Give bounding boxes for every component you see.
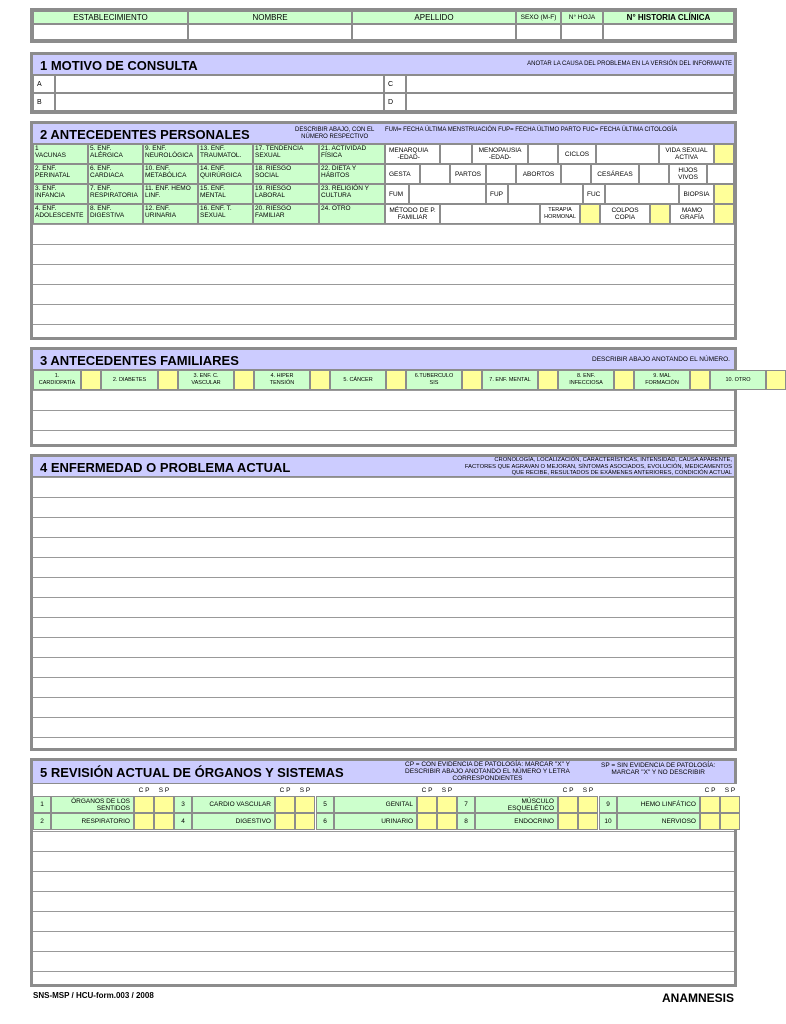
terapia-hormonal-label: TERAPIA HORMONAL bbox=[540, 204, 580, 224]
family-history-checkbox-6[interactable] bbox=[462, 370, 482, 390]
fuc-label: FUC bbox=[583, 184, 605, 204]
cp-header-4: C P bbox=[558, 784, 578, 796]
motivo-field-d[interactable] bbox=[406, 93, 734, 111]
organ-sp-checkbox[interactable] bbox=[578, 796, 598, 813]
motivo-field-b[interactable] bbox=[55, 93, 384, 111]
menarquia-field[interactable] bbox=[440, 144, 472, 164]
organ-number: 4 bbox=[174, 813, 192, 830]
organ-number: 1 bbox=[33, 796, 51, 813]
fum-label: FUM bbox=[385, 184, 409, 204]
section-3-title: 3 ANTECEDENTES FAMILIARES bbox=[40, 353, 239, 368]
organ-system-label: ENDOCRINO bbox=[475, 813, 558, 830]
mamografia-checkbox[interactable] bbox=[714, 204, 734, 224]
header-historia-clinica: N° HISTORIA CLÍNICA bbox=[603, 11, 734, 24]
historia-clinica-field[interactable] bbox=[603, 24, 734, 40]
section-5-writing-lines[interactable] bbox=[33, 831, 734, 984]
organ-system-label: DIGESTIVO bbox=[192, 813, 275, 830]
personal-history-item-21[interactable]: 21. ACTIVIDAD FÍSICA bbox=[319, 144, 385, 164]
section-2-header bbox=[33, 124, 734, 144]
organ-number: 10 bbox=[599, 813, 617, 830]
vida-sexual-checkbox[interactable] bbox=[714, 144, 734, 164]
patient-id-block bbox=[30, 8, 737, 43]
motivo-field-c[interactable] bbox=[406, 75, 734, 93]
motivo-label-b: B bbox=[33, 93, 55, 111]
vida-sexual-label: VIDA SEXUAL ACTIVA bbox=[659, 144, 714, 164]
personal-history-item-13[interactable]: 13. ENF. TRAUMATOL. bbox=[198, 144, 253, 164]
section-4-title: 4 ENFERMEDAD O PROBLEMA ACTUAL bbox=[40, 460, 291, 475]
section-2-title: 2 ANTECEDENTES PERSONALES bbox=[40, 127, 250, 142]
cp-header-2: C P bbox=[275, 784, 295, 796]
personal-history-item-19[interactable]: 19. RIESGO LABORAL bbox=[253, 184, 319, 204]
family-history-checkbox-2[interactable] bbox=[158, 370, 178, 390]
family-history-item-10: 10. OTRO bbox=[710, 370, 766, 390]
section-4-note: CRONOLOGÍA, LOCALIZACIÓN, CARACTERÍSTICAS, INTENSIDAD, CAUSA APARENTE, FACTORES QUE AGRAVAN O MEJORAN, SÍNTOMAS ASOCIADOS, EVOLUCIÓN, MEDICAMENTOS QUE RECIBE, RESULTADOS DE EXÁMENES ANTERIORES, CONDICIÓN ACTUAL bbox=[464, 457, 732, 476]
metodo-pf-field[interactable] bbox=[440, 204, 540, 224]
section-2-note-dates: FUM= FECHA ÚLTIMA MENSTRUACIÓN FUP= FECHA ÚLTIMO PARTO FUC= FECHA ÚLTIMA CITOLOGÍA bbox=[385, 127, 678, 133]
organ-system-label: HEMO LINFÁTICO bbox=[617, 796, 700, 813]
personal-history-item-7[interactable]: 7. ENF. RESPIRATORIA bbox=[88, 184, 143, 204]
cp-header-1: C P bbox=[134, 784, 154, 796]
family-history-checkbox-9[interactable] bbox=[690, 370, 710, 390]
organ-cp-checkbox[interactable] bbox=[558, 796, 578, 813]
family-history-checkbox-10[interactable] bbox=[766, 370, 786, 390]
cp-header-3: C P bbox=[417, 784, 437, 796]
organ-cp-checkbox[interactable] bbox=[700, 796, 720, 813]
establecimiento-field[interactable] bbox=[33, 24, 188, 40]
mamografia-label: MAMO GRAFÍA bbox=[670, 204, 714, 224]
cp-header-5: C P bbox=[700, 784, 720, 796]
family-history-item-5: 5. CÁNCER bbox=[330, 370, 386, 390]
organ-sp-checkbox[interactable] bbox=[437, 813, 457, 830]
section-5-title: 5 REVISIÓN ACTUAL DE ÓRGANOS Y SISTEMAS bbox=[40, 765, 344, 780]
organ-sp-checkbox[interactable] bbox=[437, 796, 457, 813]
organ-system-label: NERVIOSO bbox=[617, 813, 700, 830]
gesta-label: GESTA bbox=[385, 164, 420, 184]
sp-header-3: S P bbox=[437, 784, 457, 796]
section-1-note: ANOTAR LA CAUSA DEL PROBLEMA EN LA VERSIÓN DEL INFORMANTE bbox=[527, 61, 732, 67]
personal-history-item-10[interactable]: 10. ENF. METABÓLICA bbox=[143, 164, 198, 184]
organ-number: 8 bbox=[457, 813, 475, 830]
sp-header-2: S P bbox=[295, 784, 315, 796]
personal-history-item-6[interactable]: 6. ENF. CARDIACA bbox=[88, 164, 143, 184]
ciclos-label: CICLOS bbox=[558, 144, 596, 164]
family-history-checkbox-4[interactable] bbox=[310, 370, 330, 390]
ciclos-field[interactable] bbox=[596, 144, 659, 164]
header-hoja: N° HOJA bbox=[561, 11, 603, 24]
form-name: ANAMNESIS bbox=[661, 991, 734, 1005]
fuc-field[interactable] bbox=[605, 184, 679, 204]
organ-system-label: MÚSCULO ESQUELÉTICO bbox=[475, 796, 558, 813]
organ-number: 7 bbox=[457, 796, 475, 813]
family-history-item-2: 2. DIABETES bbox=[101, 370, 158, 390]
section-motivo-consulta bbox=[30, 52, 737, 114]
organ-cp-checkbox[interactable] bbox=[700, 813, 720, 830]
personal-history-item-23[interactable]: 23. RELIGIÓN Y CULTURA bbox=[319, 184, 385, 204]
biopsia-label: BIOPSIA bbox=[679, 184, 714, 204]
colposcopia-label: COLPOS COPIA bbox=[600, 204, 650, 224]
family-history-checkbox-5[interactable] bbox=[386, 370, 406, 390]
section-3-header bbox=[33, 350, 734, 370]
personal-history-item-20[interactable]: 20. RIESGO FAMILIAR bbox=[253, 204, 319, 224]
family-history-item-3: 3. ENF. C. VASCULAR bbox=[178, 370, 234, 390]
organ-system-label: ÓRGANOS DE LOS SENTIDOS bbox=[51, 796, 134, 813]
section-4-header bbox=[33, 457, 734, 477]
section-3-note: DESCRIBIR ABAJO ANOTANDO EL NÚMERO. bbox=[592, 356, 730, 363]
cesareas-field[interactable] bbox=[639, 164, 669, 184]
organ-cp-checkbox[interactable] bbox=[275, 813, 295, 830]
organ-system-label: GENITAL bbox=[334, 796, 417, 813]
organ-cp-checkbox[interactable] bbox=[275, 796, 295, 813]
personal-history-item-22[interactable]: 22. DIETA Y HÁBITOS bbox=[319, 164, 385, 184]
colposcopia-checkbox[interactable] bbox=[650, 204, 670, 224]
personal-history-item-1[interactable]: 1 VACUNAS bbox=[33, 144, 88, 164]
personal-history-item-17[interactable]: 17. TENDENCIA SEXUAL bbox=[253, 144, 319, 164]
personal-history-item-9[interactable]: 9. ENF. NEUROLÓGICA bbox=[143, 144, 198, 164]
personal-history-item-11[interactable]: 11. ENF. HEMO LINF. bbox=[143, 184, 198, 204]
personal-history-item-14[interactable]: 14. ENF. QUIRÚRGICA bbox=[198, 164, 253, 184]
personal-history-item-4[interactable]: 4. ENF. ADOLESCENTE bbox=[33, 204, 88, 224]
section-3-writing-lines[interactable] bbox=[33, 390, 734, 444]
organ-number: 5 bbox=[316, 796, 334, 813]
menopausia-label: MENOPAUSIA -EDAD- bbox=[472, 144, 528, 164]
hijos-vivos-field[interactable] bbox=[707, 164, 734, 184]
header-nombre: NOMBRE bbox=[188, 11, 352, 24]
organ-sp-checkbox[interactable] bbox=[154, 796, 174, 813]
organ-sp-checkbox[interactable] bbox=[295, 813, 315, 830]
organ-cp-checkbox[interactable] bbox=[417, 813, 437, 830]
partos-field[interactable] bbox=[486, 164, 516, 184]
personal-history-item-3[interactable]: 3. ENF. INFANCIA bbox=[33, 184, 88, 204]
organ-number: 6 bbox=[316, 813, 334, 830]
partos-label: PARTOS bbox=[450, 164, 486, 184]
personal-history-item-18[interactable]: 18. RIESGO SOCIAL bbox=[253, 164, 319, 184]
metodo-pf-label: MÉTODO DE P. FAMILIAR bbox=[385, 204, 440, 224]
header-establecimiento: ESTABLECIMIENTO bbox=[33, 11, 188, 24]
sp-header-1: S P bbox=[154, 784, 174, 796]
organ-number: 3 bbox=[174, 796, 192, 813]
family-history-item-6: 6.TUBERCULO SIS bbox=[406, 370, 462, 390]
personal-history-item-12[interactable]: 12. ENF. URINARIA bbox=[143, 204, 198, 224]
section-1-header bbox=[33, 55, 734, 75]
abortos-field[interactable] bbox=[561, 164, 591, 184]
section-antecedentes-personales bbox=[30, 121, 737, 340]
header-sexo: SEXO (M-F) bbox=[516, 11, 561, 24]
organ-system-label: CARDIO VASCULAR bbox=[192, 796, 275, 813]
header-apellido: APELLIDO bbox=[352, 11, 516, 24]
organ-sp-checkbox[interactable] bbox=[578, 813, 598, 830]
personal-history-item-8[interactable]: 8. ENF. DIGESTIVA bbox=[88, 204, 143, 224]
fum-field[interactable] bbox=[409, 184, 486, 204]
organ-system-label: URINARIO bbox=[334, 813, 417, 830]
personal-history-item-2[interactable]: 2. ENF. PERINATAL bbox=[33, 164, 88, 184]
family-history-item-1: 1. CARDIOPATÍA bbox=[33, 370, 81, 390]
section-2-note-describe: DESCRIBIR ABAJO, CON EL NÚMERO RESPECTIVO bbox=[295, 127, 375, 140]
biopsia-checkbox[interactable] bbox=[714, 184, 734, 204]
family-history-item-9: 9. MAL FORMACIÓN bbox=[634, 370, 690, 390]
family-history-checkbox-1[interactable] bbox=[81, 370, 101, 390]
section-4-writing-lines[interactable] bbox=[33, 477, 734, 748]
family-history-item-4: 4. HIPER TENSIÓN bbox=[254, 370, 310, 390]
family-history-checkbox-7[interactable] bbox=[538, 370, 558, 390]
organ-cp-checkbox[interactable] bbox=[134, 796, 154, 813]
menarquia-label: MENARQUIA -EDAD- bbox=[385, 144, 440, 164]
gesta-field[interactable] bbox=[420, 164, 450, 184]
cesareas-label: CESÁREAS bbox=[591, 164, 639, 184]
section-revision-organos bbox=[30, 758, 737, 987]
sexo-field[interactable] bbox=[516, 24, 561, 40]
section-5-note-sp: SP = SIN EVIDENCIA DE PATOLOGÍA: MARCAR "X" Y NO DESCRIBIR bbox=[601, 762, 716, 776]
sp-header-5: S P bbox=[720, 784, 740, 796]
section-antecedentes-familiares bbox=[30, 347, 751, 447]
fup-label: FUP bbox=[486, 184, 508, 204]
organ-number: 2 bbox=[33, 813, 51, 830]
motivo-field-a[interactable] bbox=[55, 75, 384, 93]
form-code: SNS-MSP / HCU-form.003 / 2008 bbox=[33, 991, 154, 1000]
organ-sp-checkbox[interactable] bbox=[720, 796, 740, 813]
organ-number: 9 bbox=[599, 796, 617, 813]
motivo-label-a: A bbox=[33, 75, 55, 93]
apellido-field[interactable] bbox=[352, 24, 516, 40]
organ-system-label: RESPIRATORIO bbox=[51, 813, 134, 830]
organ-sp-checkbox[interactable] bbox=[720, 813, 740, 830]
family-history-item-8: 8. ENF. INFECCIOSA bbox=[558, 370, 614, 390]
personal-history-item-15[interactable]: 15. ENF. MENTAL bbox=[198, 184, 253, 204]
organ-cp-checkbox[interactable] bbox=[134, 813, 154, 830]
section-5-note-cp: CP = CON EVIDENCIA DE PATOLOGÍA: MARCAR "X" Y DESCRIBIR ABAJO ANOTANDO EL NÚMERO Y LETRA CORRESPONDIENTES bbox=[405, 761, 570, 782]
section-5-header bbox=[33, 761, 734, 784]
menopausia-field[interactable] bbox=[528, 144, 558, 164]
hijos-vivos-label: HIJOS VIVOS bbox=[669, 164, 707, 184]
personal-history-item-5[interactable]: 5. ENF. ALÉRGICA bbox=[88, 144, 143, 164]
sp-header-4: S P bbox=[578, 784, 598, 796]
abortos-label: ABORTOS bbox=[516, 164, 561, 184]
fup-field[interactable] bbox=[508, 184, 583, 204]
section-2-writing-lines[interactable] bbox=[33, 224, 734, 337]
organ-sp-checkbox[interactable] bbox=[154, 813, 174, 830]
personal-history-item-16[interactable]: 16. ENF. T. SEXUAL bbox=[198, 204, 253, 224]
organ-cp-checkbox[interactable] bbox=[558, 813, 578, 830]
section-1-title: 1 MOTIVO DE CONSULTA bbox=[40, 58, 198, 73]
section-enfermedad-actual bbox=[30, 454, 737, 751]
nombre-field[interactable] bbox=[188, 24, 352, 40]
family-history-checkbox-3[interactable] bbox=[234, 370, 254, 390]
organ-sp-checkbox[interactable] bbox=[295, 796, 315, 813]
organ-cp-checkbox[interactable] bbox=[417, 796, 437, 813]
family-history-item-7: 7. ENF. MENTAL bbox=[482, 370, 538, 390]
personal-history-item-24[interactable]: 24. OTRO bbox=[319, 204, 385, 224]
family-history-checkbox-8[interactable] bbox=[614, 370, 634, 390]
terapia-hormonal-checkbox[interactable] bbox=[580, 204, 600, 224]
hoja-field[interactable] bbox=[561, 24, 603, 40]
motivo-label-c: C bbox=[384, 75, 406, 93]
motivo-label-d: D bbox=[384, 93, 406, 111]
